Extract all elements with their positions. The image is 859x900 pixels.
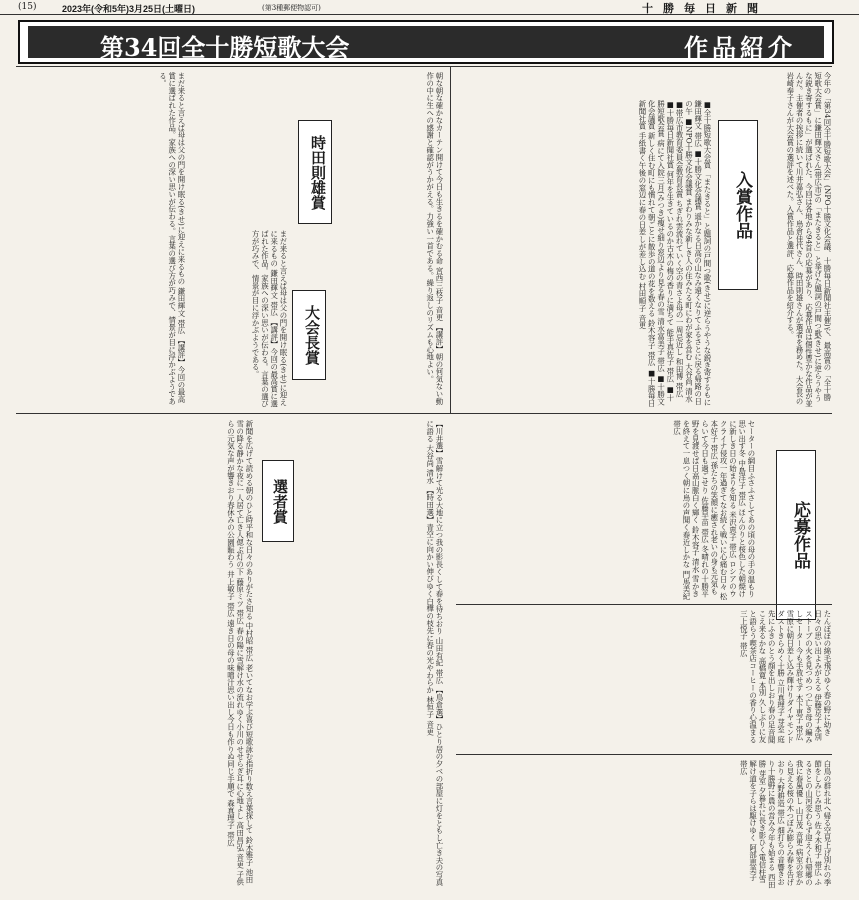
oubo-article-2: たんぽぽの綿毛飛びゆく春の野に幼き日々の思い出よみがえる 伊藤京子 本別 ストーブの火を見つめつつ亡き母の編みしセーター今も手放せず 木下恵子 帯広 雪原に朝日差し込み輝けりダイヤモンドダストきらめく十勝 立川真理子 芽室 庭先にふきのとう顔を出しおり春の足音聞こえ来るかな 高橋寛 本別 久しぶりに友と語らう喫茶店コーヒーの香り心温まる 三上悦子 帯広 (739, 610, 832, 744)
taikai-article: まだ来ると言えば母は父の門を開け眠る(きせ)に迎えに来るもの 鎌田輝文 帯広 【講評】今回の最高賞に選ばれた作品。家族への深い思いが伝わる。言葉の選び方が巧みで、情景が目に浮かぶようである。 (251, 230, 288, 408)
oubo-rule-2 (456, 754, 832, 755)
middle-rule (16, 413, 832, 414)
oubo-rule-1 (456, 604, 832, 605)
section-heading-oubo: 応募作品 (776, 450, 816, 620)
banner-title: 第34回全十勝短歌大会 (100, 33, 350, 62)
banner-subtitle: 作品紹介 (684, 33, 796, 62)
issue-date: 2023年(令和5年)3月25日(土曜日) (62, 4, 196, 14)
left-article: まだ来ると言えば母は父の門を開け眠る(きせ)に迎えに来るもの 鎌田輝文 帯広 【講評】今回の最高賞に選ばれた作品。家族への深い思いが伝わる。言葉の選び方が巧みで、情景が目に浮かぶようである。 (158, 72, 186, 405)
nyusho-article: ■全十勝短歌大会賞 「またきると」と題詞の戸間つ歌(きせ)に逆らうやうな鋭き寄するもに 鎌田輝文 帯広 ■十勝文化会議賞 遥かなる日高の山なみ遠くなりてふるさとに戻る帰路の日の午 ■NPO十勝文化会議賞 まわりみな新しき人の住みたる町にわが家を営む 大谷尚 清水 ■帯広市教育委員会教育長賞 ちぎれ雲流れていく空の青さよ母の一周忌近し 和田博 帯広 ■十勝毎日新聞社賞 何年を生きているのか古木の梅の香りに満ちて 能手真佐子 帯広 ■十勝短歌会賞 病にて入院三月(みつき)瘦せ細り窓辺より見る春の雪 清水富美子 帯広 ■十勝文化会議賞 新しく住む町にも慣れて朝ごとに散歩の道の花を数える 鈴木容子 帯広 ■十勝毎日新聞社賞 手紙書く午後の窓辺に春の日差しが差し込む 村田順子 音更 (637, 100, 712, 407)
postal-notice: (第3種郵便物認可) (262, 4, 321, 12)
award-heading-taikai: 大会長賞 (292, 290, 326, 380)
oubo-article-4: 新聞を広げて読める朝のひと時平和な日々のありがたさ知る 中村昭 帯広 老いてなお学ぶ喜び短歌詠む指折り数え言葉探して 鈴木雅子 池田 雪の降る静かな夜に一人居て亡き人偲ぶ灯の下 藤原ミツ 帯広 春の陽に雪解け水の流れゆく小川のせせらぎ耳に心地よし 高田昌弘 音更 子供らの元気な声が響きおり春休みの公園賑わう 井上敏子 帯広 遠き日の母の味噌汁思い出し今日も作りぬ同じ手順で 森真理子 帯広 (226, 420, 254, 886)
section-heading-nyusho: 入賞作品 (718, 120, 758, 290)
newspaper-name: 十勝毎日新聞 (642, 2, 768, 15)
intro-article: 今年の「第34回全十勝短歌大会」(NPO十勝文化会議、十勝毎日新聞社主催)で、最高賞の「全十勝短歌大会賞」に鎌田輝文さん(帯広市)の「またきると」と挙げた題詞の戸間つ歌(きせ)に逆らうやうな鋭き寄するもに」が選ばれた。今回は各地から94首の応募があり、応募作品は個性豊かな作品が並んだ。主催者の挨拶に続いて川井嘉弘さん、鳥倉佳代さん、時田則雄さんが選者を務めた。大会長の岩崎奉子さんが大会賞の選評を述べた。入賞作品と選評、応募作品を紹介する。 (785, 72, 832, 408)
banner (18, 20, 834, 64)
senja-article: 【川井選】雪解けて光る大地に立つ我の影長くして春を待ちおり 山田有紀 帯広 【鳥倉選】ひとり居の夕べの部屋に灯をともし亡き夫の写真に語る 大谷尚 清水 【時田選】青空に向かい伸びゆく白樺の枝先に春の光やわらか 林恒子 音更 (425, 420, 444, 886)
top-rule (16, 66, 832, 67)
column-divider (450, 66, 451, 413)
page-header (0, 0, 859, 15)
oubo-article-3: 白鳥の群れ北へ帰る空見上げ別れの季節をしみじみ思う 佐々木和子 帯広 ふるさとの山河変わらず迎えくれ帰郷の我に春風優し 山口茂 音更 病室の窓から見える桜の木つぼみ膨らみ春を告げおり 大野耕造 帯広 畑打ちの音響きおり十勝野に農の営み今年も始まる 西田勝 芽室 夕暮れに長き影ひく電信柱雪解け道を子らは駆けゆく 阿部恵美子 帯広 (739, 760, 832, 889)
award-heading-tokita: 時田則雄賞 (298, 120, 332, 224)
award-heading-senja: 選者賞 (262, 460, 294, 542)
page-number: (15) (18, 2, 37, 12)
oubo-article-1: セーターの網目ふさふさしてあの頃の母の手の温もり思い出す冬 中島洋子 帯広 ほんのりと桜色した朝焼けに新しき日の始まりを知る 米沢恵子 帯広 ロシアのウクライナ侵攻一年過ぎてなお続く戦いに心痛む日々 松本好子 帯広 孫たちの笑顔に癒され老いの身も元気もらいて今日も過ごせり 佐藤早苗 帯広 冬晴れの十勝平野を見渡せば日高山脈白く輝く 鈴木容子 清水 雪かきを終えて一息つく朝に鳥の声聞く春近しかな 門馬美紀 帯広 (672, 420, 756, 600)
tokita-article: 朝な朝な確かなカーテン開けて今日も生きるを確かむる命 宮西三枝子 音更 【講評】朝の何気ない動作の中に生への感謝と確認がうかがえる。力強い一首である。繰り返しのリズムも心地よい。 (425, 72, 444, 405)
